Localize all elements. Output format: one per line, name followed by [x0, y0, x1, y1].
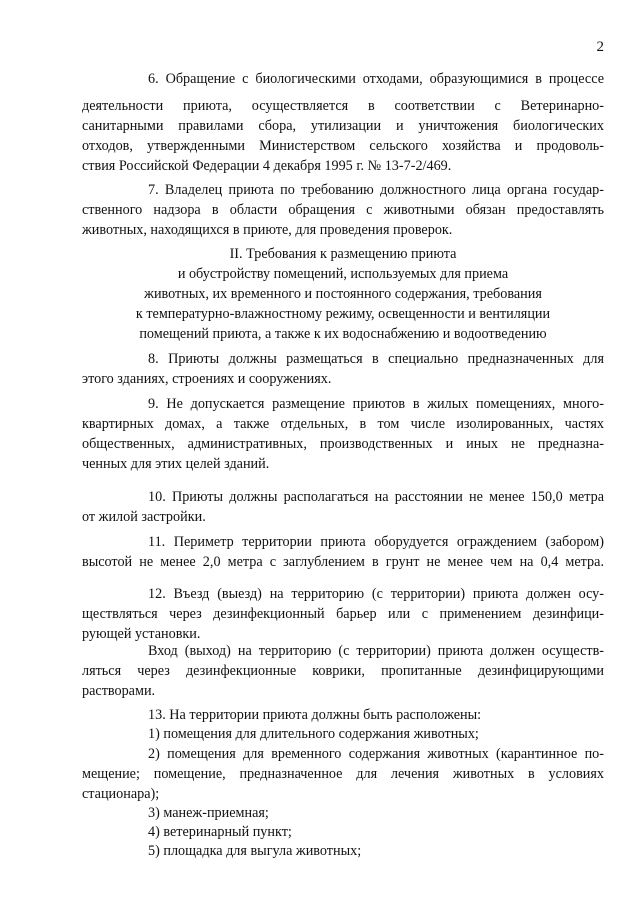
text-line: стационара);	[82, 786, 160, 802]
text-line: этого зданиях, строениях и сооружениях.	[82, 371, 332, 387]
text-line: мещение; помещение, предназначенное для лечения животных в условиях	[82, 766, 604, 782]
text-line: высотой не менее 2,0 метра с заглублением в грунт не менее чем на 0,4 метра.	[82, 554, 604, 570]
text-line: 7. Владелец приюта по требованию должностного лица органа государ-	[148, 182, 604, 198]
text-line: 2) помещения для временного содержания животных (карантинное по-	[148, 746, 604, 762]
text-line: растворами.	[82, 683, 156, 699]
text-line: 1) помещения для длительного содержания животных;	[148, 726, 479, 742]
text-line: от жилой застройки.	[82, 509, 206, 525]
text-line: 9. Не допускается размещение приютов в жилых помещениях, много-	[148, 396, 604, 412]
text-line: 3) манеж-приемная;	[148, 805, 269, 821]
text-line: 5) площадка для выгула животных;	[148, 843, 362, 859]
section-heading-line: и обустройству помещений, используемых для приема	[177, 266, 509, 282]
text-line: санитарными правилами сбора, утилизации и уничтожения биологических	[82, 118, 604, 134]
text-line: ствия Российской Федерации 4 декабря 1995 г. № 13-7-2/469.	[82, 158, 452, 174]
text-line: 8. Приюты должны размещаться в специально предназначенных для	[148, 351, 604, 367]
text-line: 10. Приюты должны располагаться на расстоянии не менее 150,0 метра	[148, 489, 604, 505]
text-line: животных, находящихся в приюте, для проведения проверок.	[82, 222, 453, 238]
section-heading-line: II. Требования к размещению приюта	[229, 246, 457, 262]
section-heading-line: животных, их временного и постоянного содержания, требования	[144, 286, 542, 302]
text-line: 11. Периметр территории приюта оборудуется ограждением (забором)	[148, 534, 604, 550]
text-line: ществляться через дезинфекционный барьер или с применением дезинфици-	[82, 606, 604, 622]
text-line: ченных для этих целей зданий.	[82, 456, 270, 472]
text-line: 4) ветеринарный пункт;	[148, 824, 292, 840]
text-line: отходов, утвержденными Министерством сельского хозяйства и продоволь-	[82, 138, 604, 154]
text-line: рующей установки.	[82, 626, 201, 642]
text-line: 13. На территории приюта должны быть расположены:	[148, 707, 482, 723]
text-line: ляться через дезинфекционные коврики, пропитанные дезинфицирующими	[82, 663, 604, 679]
text-line: ственного надзора в области обращения с животными обязан предоставлять	[82, 202, 604, 218]
text-line: квартирных домах, а также отдельных, в том числе изолированных, частях	[82, 416, 604, 432]
text-line: деятельности приюта, осуществляется в соответствии с Ветеринарно-	[82, 98, 604, 114]
text-line: Вход (выход) на территорию (с территории) приюта должен осуществ-	[148, 643, 604, 659]
text-line: 12. Въезд (выезд) на территорию (с территории) приюта должен осу-	[148, 586, 604, 602]
text-line: 6. Обращение с биологическими отходами, образующимися в процессе	[148, 71, 604, 87]
page-number: 2	[596, 39, 604, 55]
section-heading-line: помещений приюта, а также к их водоснабжению и водоотведению	[139, 326, 547, 342]
text-line: общественных, административных, производственных и иных не предназна-	[82, 436, 604, 452]
section-heading-line: к температурно-влажностному режиму, освещенности и вентиляции	[135, 306, 551, 322]
